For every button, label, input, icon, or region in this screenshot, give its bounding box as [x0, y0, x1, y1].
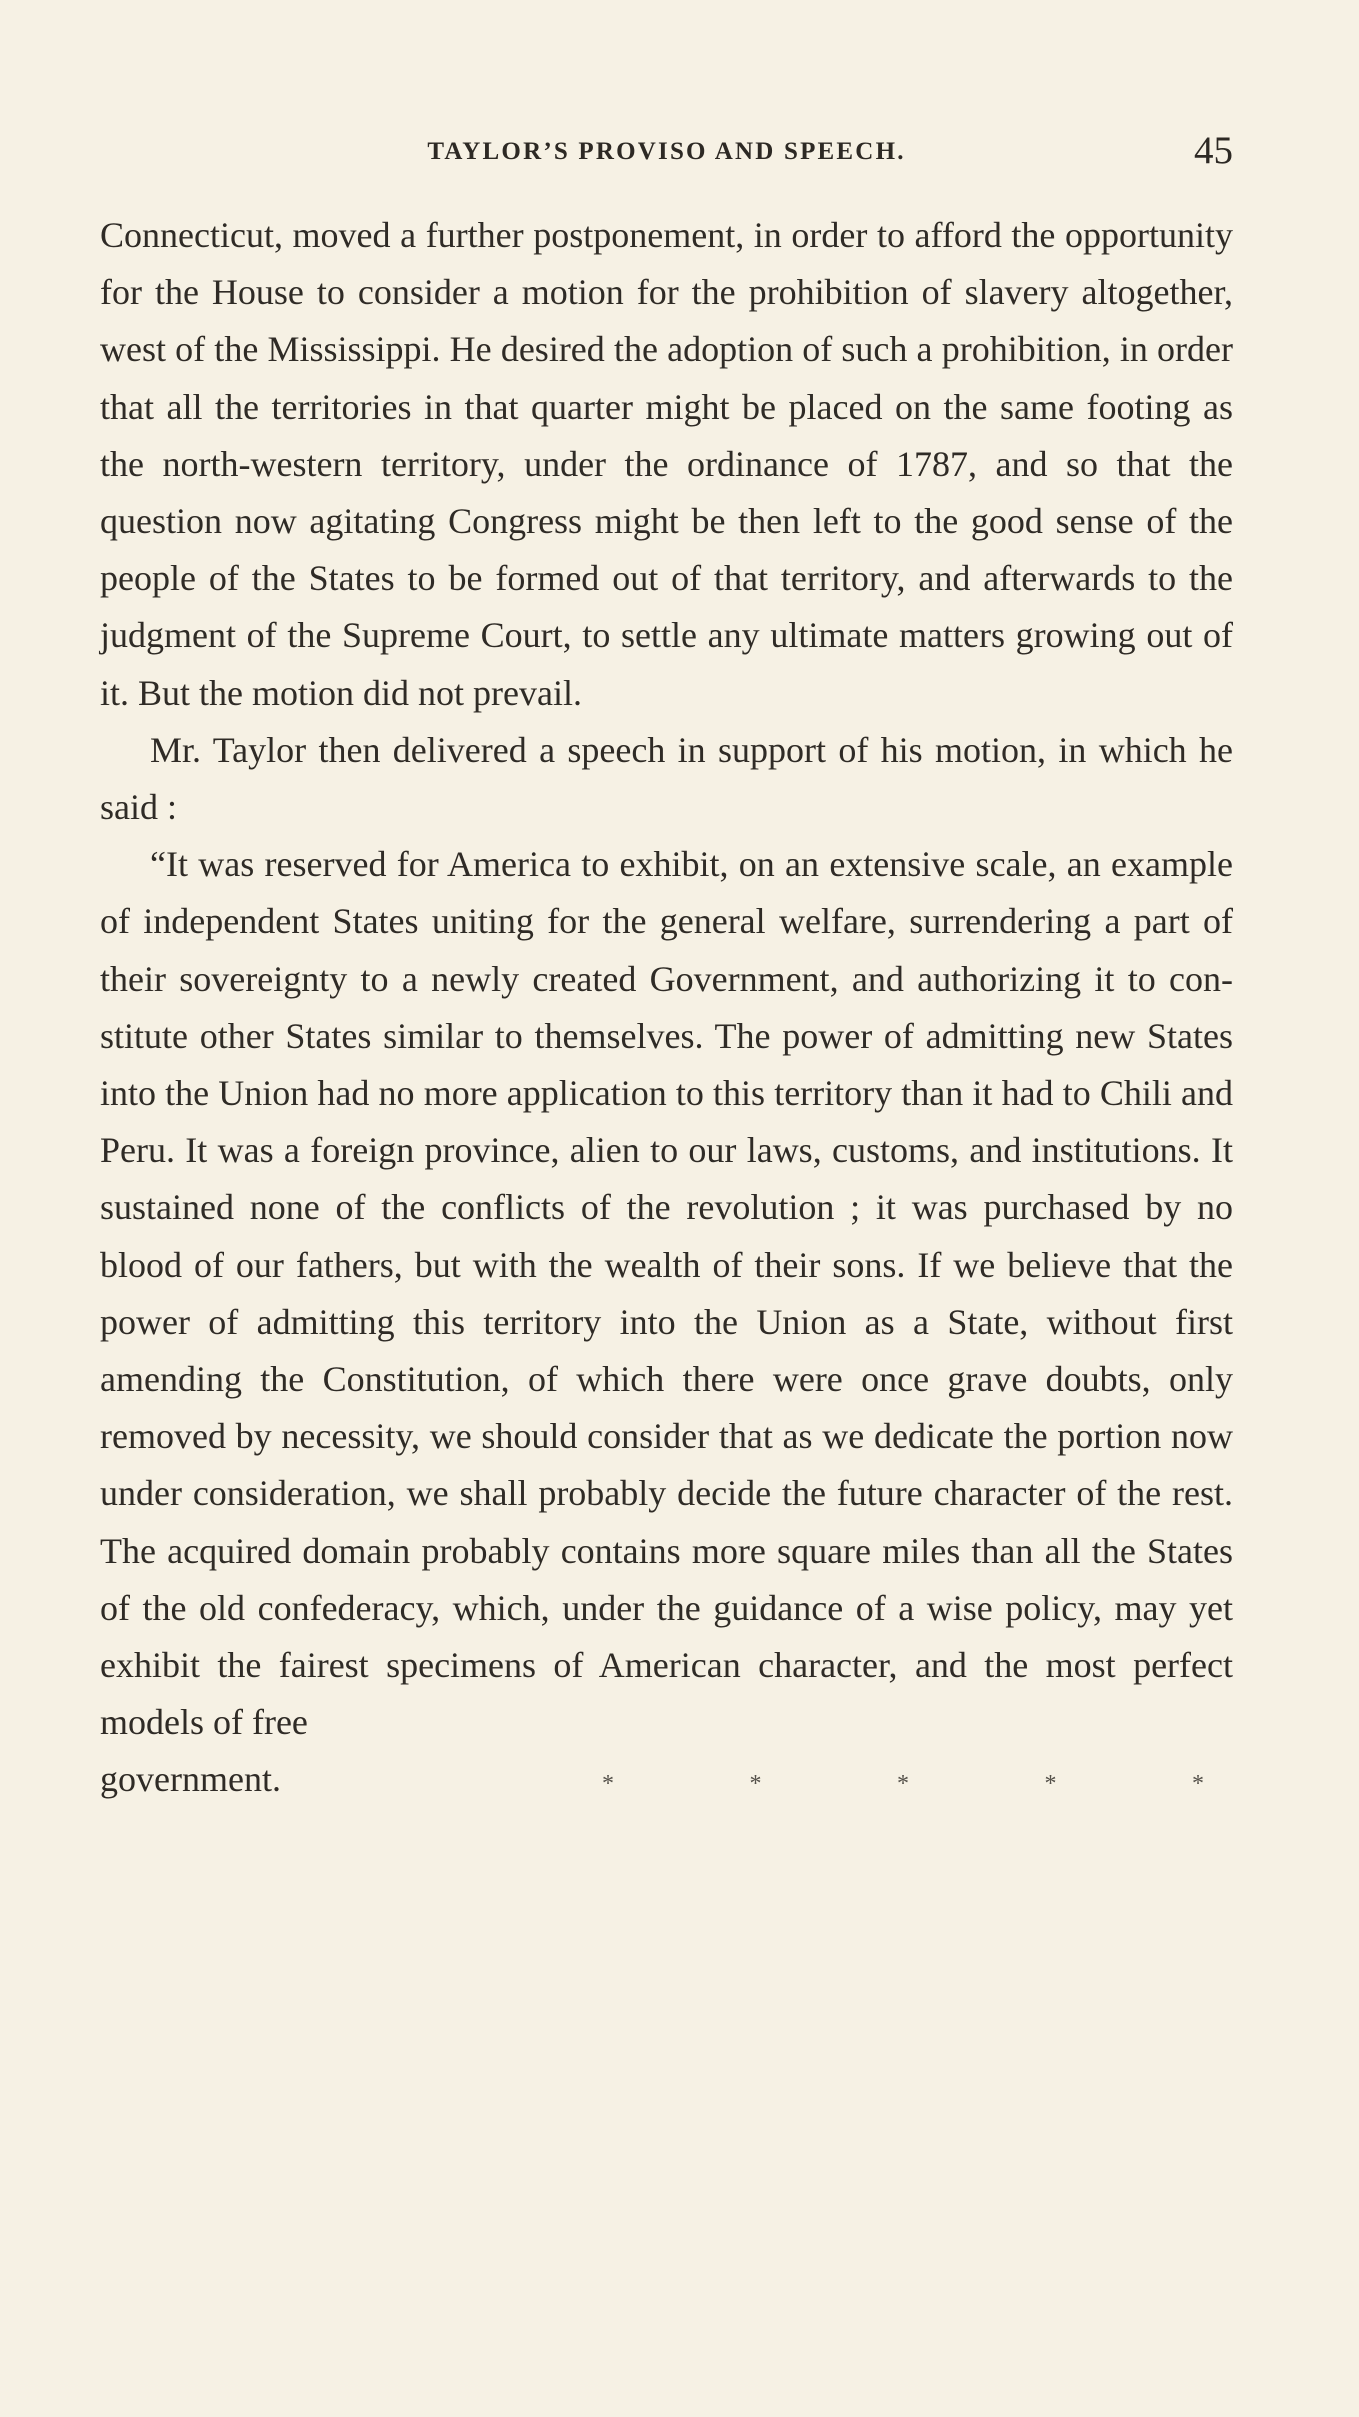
paragraph-continuation: Connecticut, moved a further postponement, in order to afford the opportunity for the House to consider a motion for the prohibition of slavery altogether, west of the Mississippi. He desired the adoption of such a prohibition, in order that all the territories in that quarter might be placed on the same footing as the north-western territory, under the ordinance of 1787, and so that the question now agitating Congress might be then left to the good sense of the people of the States to be formed out of that territory, and afterwards to the judgment of the Supreme Court, to settle any ultimate matters growing out of it. But the motion did not prevail.	[100, 215, 1233, 713]
ellipsis-star-icon: *	[749, 1771, 762, 1798]
running-title: TAYLOR’S PROVISO AND SPEECH.	[427, 138, 906, 165]
body-text	[100, 207, 1233, 1814]
ellipsis-star-icon: *	[1044, 1771, 1057, 1798]
final-word: government.	[100, 1759, 281, 1800]
paragraph-speech-introduction: Mr. Taylor then delivered a speech in support of his motion, in which he said :	[100, 729, 1233, 828]
ellipsis-star-icon: *	[602, 1771, 614, 1798]
ellipsis-star-icon: *	[897, 1771, 909, 1798]
ellipsis-stars	[593, 1756, 1213, 1813]
final-line	[100, 1751, 1233, 1813]
running-head	[100, 128, 1233, 176]
page-number: 45	[1194, 129, 1233, 172]
ellipsis-star-icon: *	[1192, 1771, 1204, 1798]
paragraph-speech-quotation: “It was reserved for America to exhibit, on an extensive scale, an example of independent States uniting for the general welfare, surrendering a part of their sovereignty to a newly created Government, and authorizing it to constitute other States similar to themselves. The power of admitting new States into the Union had no more application to this territory than it had to Chili and Peru. It was a foreign province, alien to our laws, customs, and institutions. It sustained none of the conflicts of the revolution ; it was purchased by no blood of our fathers, but with the wealth of their sons. If we believe that the power of admitting this territory into the Union as a State, without first amending the Constitution, of which there were once grave doubts, only removed by necessity, we should consider that as we dedicate the portion now under consideration, we shall probably decide the future character of the rest. The acquired domain probably contains more square miles than all the States of the old confederacy, which, under the guidance of a wise policy, may yet exhibit the fairest specimens of American character, and the most perfect models of free	[100, 844, 1233, 1743]
